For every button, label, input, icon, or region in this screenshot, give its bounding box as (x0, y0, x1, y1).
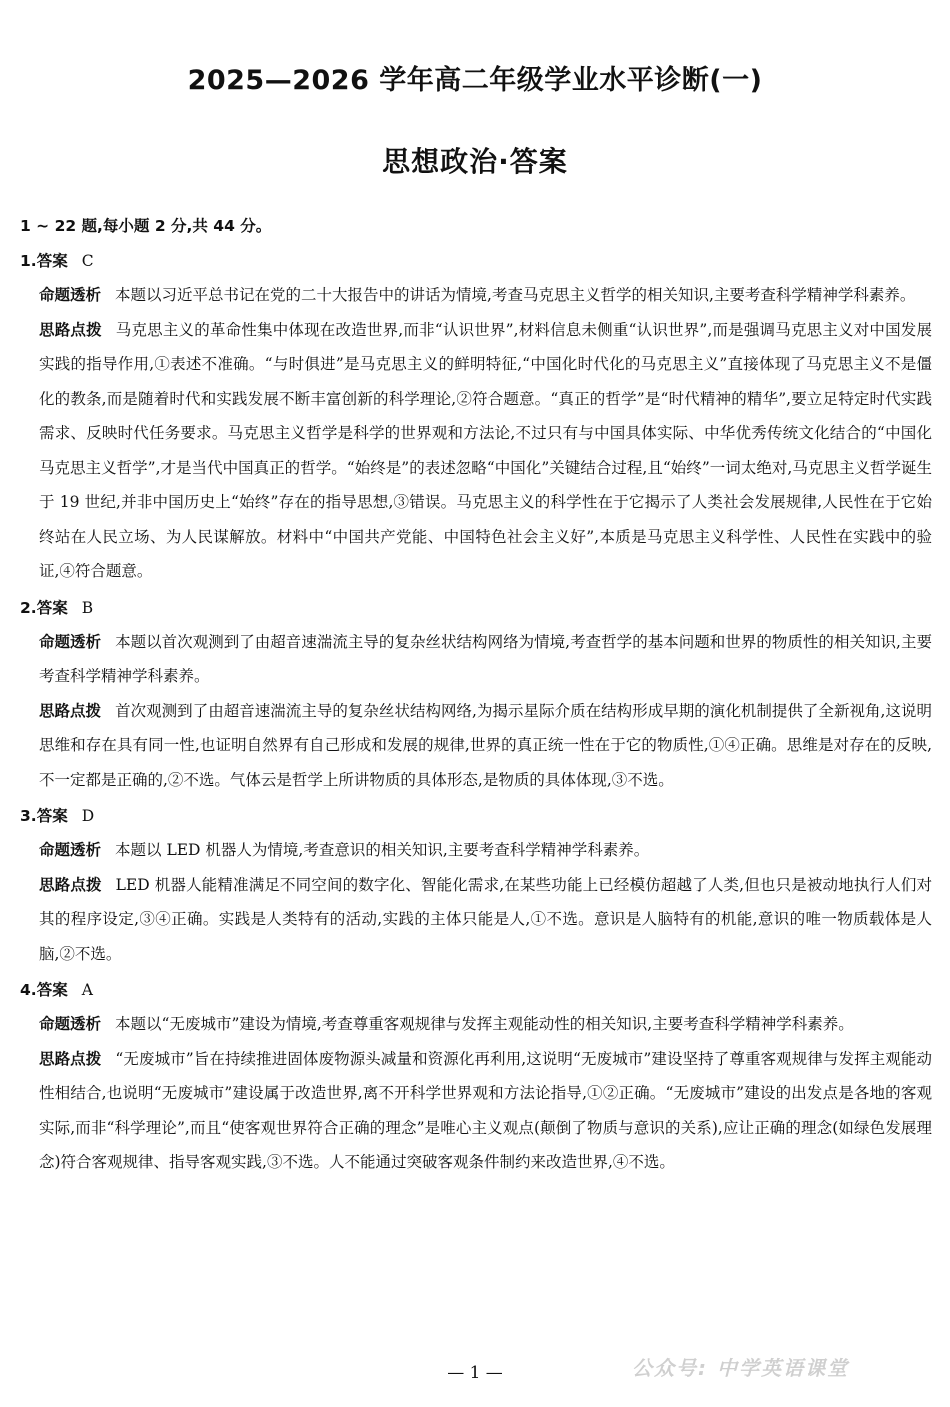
explanation-text: LED 机器人能精准满足不同空间的数字化、智能化需求,在某些功能上已经模仿超越了人类,但也只是被动地执行人们对其的程序设定,③④正确。实践是人类特有的活动,实践的主体只能是人,①不选。意识是人脑特有的机能,意识的唯一物质载体是人脑,②不选。 (39, 875, 932, 963)
answer-label: 答案 (36, 252, 68, 270)
analysis-label: 命题透析 (39, 632, 102, 651)
question-block (20, 973, 932, 1180)
analysis-text: 本题以 LED 机器人为情境,考查意识的相关知识,主要考查科学精神学科素养。 (115, 841, 650, 859)
analysis-text: 本题以“无废城市”建设为情境,考查尊重客观规律与发挥主观能动性的相关知识,主要考查科学精神学科素养。 (115, 1015, 854, 1033)
page-number: — 1 — (447, 1363, 503, 1383)
analysis-paragraph (39, 625, 932, 694)
answer-label: 答案 (36, 598, 68, 617)
answer-label: 答案 (36, 807, 68, 825)
scoring-intro: 1 ~ 22 题,每小题 2 分,共 44 分。 (20, 217, 272, 235)
analysis-label: 命题透析 (39, 1015, 102, 1033)
analysis-paragraph (39, 278, 932, 313)
explanation-paragraph (39, 1042, 932, 1180)
answer-value: A (81, 981, 93, 999)
answer-line (20, 591, 932, 625)
answer-value: D (81, 807, 95, 825)
answer-value: B (81, 598, 94, 617)
page-title: 2025—2026 学年高二年级学业水平诊断(一) (187, 65, 763, 96)
explanation-label: 思路点拨 (39, 701, 102, 720)
analysis-text: 本题以首次观测到了由超音速湍流主导的复杂丝状结构网络为情境,考查哲学的基本问题和世界的物质性的相关知识,主要考查科学精神学科素养。 (39, 632, 932, 685)
explanation-label: 思路点拨 (39, 875, 102, 894)
explanation-text: 首次观测到了由超音速湍流主导的复杂丝状结构网络,为揭示星际介质在结构形成早期的演化机制提供了全新视角,这说明思维和存在具有同一性,也证明自然界有自己形成和发展的规律,世界的真正统一性在于它的物质性,①④正确。思维是对存在的反映,不一定都是正确的,②不选。气体云是哲学上所讲物质的具体形态,是物质的具体体现,③不选。 (39, 701, 932, 789)
answer-content (20, 210, 932, 1180)
question-number: 4. (20, 981, 37, 999)
answer-line (20, 799, 932, 833)
question-number: 2. (20, 598, 37, 617)
explanation-label: 思路点拨 (39, 320, 102, 339)
answer-line (20, 244, 932, 278)
analysis-paragraph (39, 833, 932, 868)
explanation-paragraph (39, 694, 932, 798)
analysis-label: 命题透析 (39, 286, 102, 304)
analysis-label: 命题透析 (39, 841, 102, 859)
question-block (20, 591, 932, 798)
explanation-text: 马克思主义的革命性集中体现在改造世界,而非“认识世界”,材料信息未侧重“认识世界”,而是强调马克思主义对中国发展实践的指导作用,①表述不准确。“与时俱进”是马克思主义的鲜明特征,“中国化时代化的马克思主义”直接体现了马克思主义不是僵化的教条,而是随着时代和实践发展不断丰富创新的科学理论,②符合题意。“真正的哲学”是“时代精神的精华”,要立足特定时代实践需求、反映时代任务要求。马克思主义哲学是科学的世界观和方法论,不过只有与中国具体实际、中华优秀传统文化结合的“中国化马克思主义哲学”,才是当代中国真正的哲学。“始终是”的表述忽略“中国化”关键结合过程,且“始终”一词太绝对,马克思主义哲学诞生于 19 世纪,并非中国历史上“始终”存在的指导思想,③错误。马克思主义的科学性在于它揭示了人类社会发展规律,人民性在于它始终站在人民立场、为人民谋解放。材料中“中国共产党能、中国特色社会主义好”,本质是马克思主义科学性、人民性在实践中的验证,④符合题意。 (39, 320, 932, 580)
explanation-label: 思路点拨 (39, 1049, 102, 1068)
answer-line (20, 973, 932, 1007)
answer-value: C (81, 252, 94, 270)
answer-label: 答案 (36, 981, 68, 999)
question-number: 3. (20, 807, 37, 825)
watermark: 公众号: 中学英语课堂 (632, 1356, 849, 1380)
analysis-paragraph (39, 1007, 932, 1042)
question-block (20, 799, 932, 971)
question-block (20, 244, 932, 589)
page-subtitle: 思想政治·答案 (382, 145, 568, 178)
explanation-paragraph (39, 313, 932, 589)
question-number: 1. (20, 252, 37, 270)
analysis-text: 本题以习近平总书记在党的二十大报告中的讲话为情境,考查马克思主义哲学的相关知识,主要考查科学精神学科素养。 (115, 286, 916, 304)
explanation-paragraph (39, 868, 932, 972)
explanation-text: “无废城市”旨在持续推进固体废物源头减量和资源化再利用,这说明“无废城市”建设坚持了尊重客观规律与发挥主观能动性相结合,也说明“无废城市”建设属于改造世界,离不开科学世界观和方法论指导,①②正确。“无废城市”建设的出发点是各地的客观实际,而非“科学理论”,而且“使客观世界符合正确的理念”是唯心主义观点(颠倒了物质与意识的关系),应让正确的理念(如绿色发展理念)符合客观规律、指导客观实践,③不选。人不能通过突破客观条件制约来改造世界,④不选。 (39, 1049, 932, 1171)
